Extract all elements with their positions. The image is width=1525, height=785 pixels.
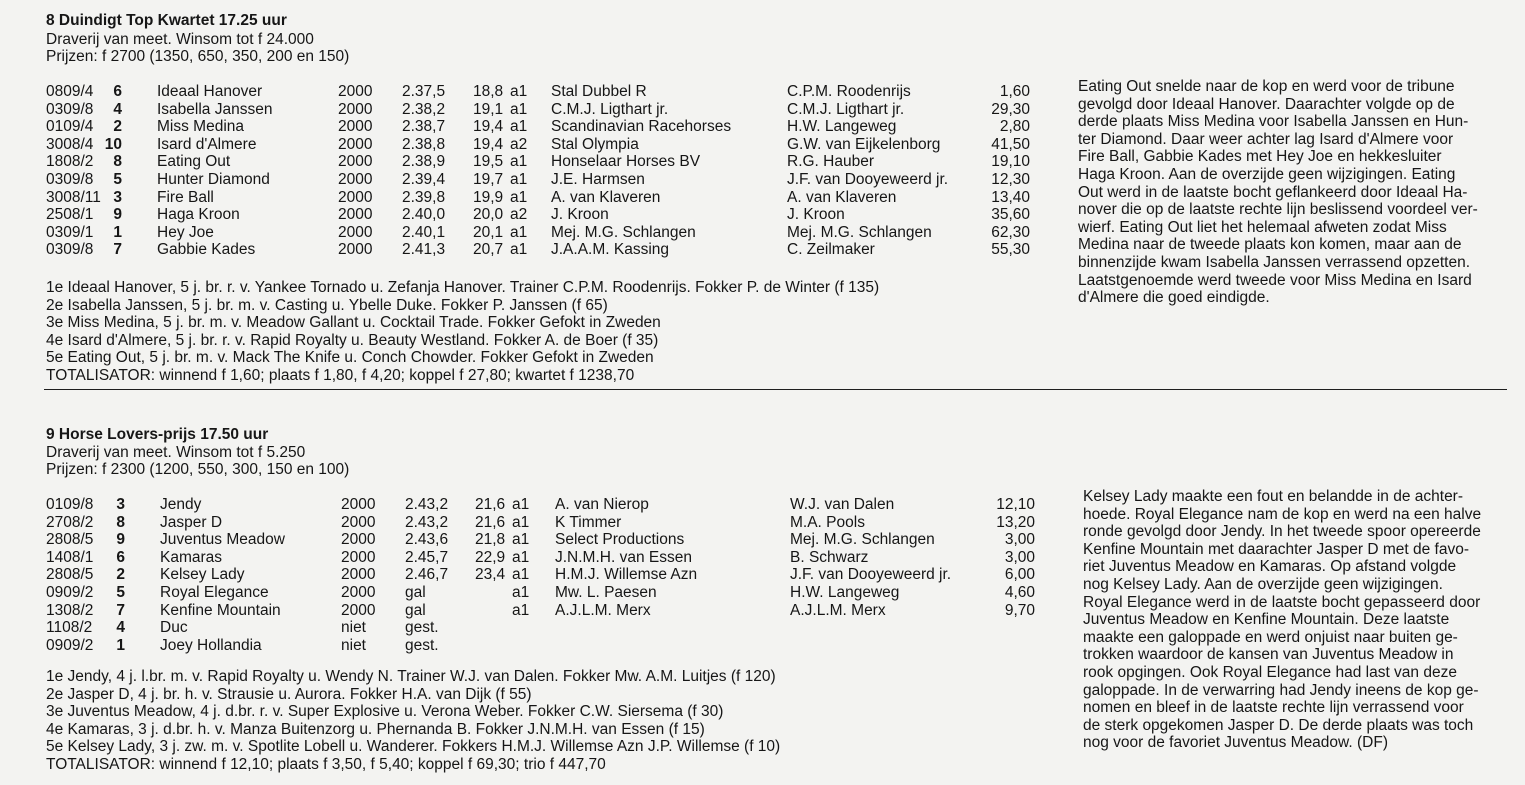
driver-name: J.F. van Dooyeweerd jr.: [790, 566, 952, 584]
horse-name: Eating Out: [157, 153, 231, 171]
horse-number: 5: [113, 171, 122, 188]
kilometre-time: 20,0: [473, 206, 504, 224]
owner-name: Stal Dubbel R: [551, 83, 647, 100]
result-date: 0309/8: [46, 171, 94, 188]
odds: 62,30: [991, 223, 1030, 241]
result-date: 2708/2: [46, 513, 94, 531]
report-line: nomen en bleef in de laatste rechte lijn verrassend voor: [1083, 699, 1464, 717]
result-row: [0, 602, 1070, 620]
horse-number: 7: [116, 601, 125, 619]
driver-name: J. Kroon: [787, 206, 845, 224]
race-8-prizes: Prijzen: f 2700 (1350, 650, 350, 200 en 150): [46, 48, 350, 65]
driver-name: B. Schwarz: [790, 548, 869, 566]
horse-number: 3: [113, 188, 122, 206]
race-9-report: [1083, 488, 1481, 752]
class: a1: [512, 513, 530, 531]
finish-time: 2.39,8: [402, 188, 446, 206]
owner-name: Stal Olympia: [551, 135, 639, 153]
report-line: nover die op de laatste rechte lijn beslissend voordeel ver-: [1078, 201, 1478, 219]
odds: 9,70: [1004, 601, 1035, 619]
report-line: Kenfine Mountain met daarachter Jasper D met de favo-: [1083, 540, 1469, 558]
owner-name: K Timmer: [555, 513, 622, 531]
result-row: [0, 549, 1070, 567]
finish-time: 2.38,7: [402, 118, 446, 136]
distance: 2000: [338, 83, 373, 100]
finish-time: 2.39,4: [402, 171, 446, 188]
class: a1: [510, 241, 528, 259]
driver-name: H.W. Langeweg: [790, 584, 900, 601]
horse-name: Isabella Janssen: [157, 100, 273, 118]
horse-name: Hunter Diamond: [157, 171, 270, 188]
owner-name: Scandinavian Racehorses: [551, 118, 732, 136]
result-date: 2808/5: [46, 531, 94, 549]
class: a1: [510, 83, 528, 100]
horse-name: Jasper D: [160, 513, 223, 531]
horse-name: Miss Medina: [157, 118, 244, 136]
driver-name: G.W. van Eijkelenborg: [787, 135, 941, 153]
report-line: derde plaats Miss Medina voor Isabella Janssen en Hun-: [1078, 113, 1469, 131]
owner-name: Mw. L. Paesen: [555, 584, 657, 601]
horse-number: 1: [116, 636, 125, 654]
odds: 3,00: [1004, 548, 1035, 566]
horse-name: Royal Elegance: [160, 584, 269, 601]
report-line: gevolgd door Ideaal Hanover. Daarachter volgde op de: [1078, 95, 1455, 113]
result-date: 0909/2: [46, 584, 94, 601]
kilometre-time: 19,9: [473, 188, 504, 206]
finish-time: 2.40,1: [402, 223, 446, 241]
result-row: [0, 619, 1070, 637]
odds: 19,10: [991, 153, 1030, 171]
distance: 2000: [338, 100, 373, 118]
race-8-title: 8 Duindigt Top Kwartet 17.25 uur: [46, 12, 287, 29]
report-line: Royal Elegance werd in de laatste bocht gepasseerd door: [1083, 593, 1481, 611]
race-8-detail-line: 3e Miss Medina, 5 j. br. m. v. Meadow Gallant u. Cocktail Trade. Fokker Gefokt in Zweden: [46, 314, 661, 332]
result-date: 3008/11: [46, 188, 101, 206]
distance: 2000: [341, 496, 376, 513]
result-date: 0909/2: [46, 636, 94, 654]
result-date: 0809/4: [46, 83, 94, 100]
kilometre-time: 18,8: [473, 83, 504, 100]
result-row: [0, 496, 1070, 514]
result-row: [0, 531, 1070, 549]
driver-name: C.M.J. Ligthart jr.: [787, 100, 905, 118]
owner-name: J.A.A.M. Kassing: [551, 241, 670, 259]
distance: 2000: [338, 223, 373, 241]
result-date: 2508/1: [46, 206, 94, 224]
report-line: maakte een galoppade en werd onjuist naar buiten ge-: [1083, 628, 1458, 646]
report-line: ronde gevolgd door Jendy. In het tweede spoor opereerde: [1083, 523, 1481, 541]
owner-name: Mej. M.G. Schlangen: [551, 223, 696, 241]
distance: 2000: [341, 548, 376, 566]
finish-time: 2.43,2: [405, 496, 449, 513]
odds: 29,30: [991, 100, 1030, 118]
result-date: 1408/1: [46, 548, 94, 566]
horse-number: 7: [113, 241, 122, 259]
race-9-subtitle: Draverij van meet. Winsom tot f 5.250: [46, 444, 306, 461]
result-date: 0309/1: [46, 223, 94, 241]
class: a1: [512, 566, 530, 584]
driver-name: W.J. van Dalen: [790, 496, 895, 513]
report-line: Laatstgenoemde werd tweede voor Miss Medina en Isard: [1078, 271, 1472, 289]
class: a1: [510, 100, 528, 118]
race-9-prizes: Prijzen: f 2300 (1200, 550, 300, 150 en 100): [46, 461, 350, 478]
horse-number: 8: [113, 153, 122, 171]
kilometre-time: 19,7: [473, 171, 504, 188]
driver-name: Mej. M.G. Schlangen: [790, 531, 935, 549]
finish-time: 2.41,3: [402, 241, 446, 259]
owner-name: J.E. Harmsen: [551, 171, 645, 188]
result-row: [0, 566, 1070, 584]
owner-name: A. van Nierop: [555, 496, 649, 513]
report-line: riet Juventus Meadow en Kamaras. Op afstand volgde: [1083, 558, 1457, 576]
report-line: Out werd in de laatste bocht geflankeerd door Ideaal Ha-: [1078, 183, 1468, 201]
report-line: Fire Ball, Gabbie Kades met Hey Joe en hekkesluiter: [1078, 148, 1442, 166]
finish-time: 2.38,2: [402, 100, 446, 118]
class: a1: [510, 118, 528, 136]
odds: 41,50: [991, 135, 1030, 153]
class: a1: [512, 548, 530, 566]
owner-name: J.N.M.H. van Essen: [555, 548, 692, 566]
race-8-detail-line: 2e Isabella Janssen, 5 j. br. m. v. Casting u. Ybelle Duke. Fokker P. Janssen (f 65): [46, 296, 608, 314]
report-line: Kelsey Lady maakte een fout en belandde in de achter-: [1083, 488, 1464, 505]
result-row: [0, 514, 1070, 532]
result-date: 3008/4: [46, 135, 94, 153]
horse-number: 4: [113, 100, 122, 118]
horse-name: Duc: [160, 619, 188, 637]
odds: 6,00: [1004, 566, 1035, 584]
race-9-detail-line: 1e Jendy, 4 j. l.br. m. v. Rapid Royalty u. Wendy N. Trainer W.J. van Dalen. Fokker Mw. A.M. Luitjes (f 120): [46, 668, 776, 685]
finish-time: gest.: [405, 619, 439, 637]
distance: 2000: [338, 135, 373, 153]
race-8-totalisator: TOTALISATOR: winnend f 1,60; plaats f 1,80, f 4,20; koppel f 27,80; kwartet f 1238,70: [46, 366, 635, 384]
distance: 2000: [341, 566, 376, 584]
kilometre-time: 19,1: [473, 100, 504, 118]
horse-name: Kamaras: [160, 548, 223, 566]
horse-number: 6: [113, 83, 122, 100]
result-date: 1308/2: [46, 601, 94, 619]
horse-name: Kelsey Lady: [160, 566, 245, 584]
result-row: [0, 584, 1070, 602]
distance: niet: [341, 619, 366, 637]
class: a1: [510, 153, 528, 171]
distance: 2000: [338, 206, 373, 224]
race-9-details: [46, 668, 780, 774]
result-date: 0109/8: [46, 496, 94, 513]
horse-name: Haga Kroon: [157, 206, 240, 224]
kilometre-time: 23,4: [475, 566, 506, 584]
owner-name: C.M.J. Ligthart jr.: [551, 100, 669, 118]
odds: 12,30: [991, 171, 1030, 188]
kilometre-time: 21,8: [475, 531, 506, 549]
class: a1: [510, 171, 528, 188]
finish-time: 2.37,5: [402, 83, 446, 100]
horse-number: 3: [116, 496, 125, 513]
class: a2: [510, 135, 528, 153]
horse-name: Hey Joe: [157, 223, 214, 241]
horse-number: 2: [113, 118, 122, 136]
race-9-title: 9 Horse Lovers-prijs 17.50 uur: [46, 426, 269, 443]
horse-number: 2: [116, 566, 125, 584]
driver-name: C. Zeilmaker: [787, 241, 875, 259]
race-8-detail-line: 1e Ideaal Hanover, 5 j. br. r. v. Yankee Tornado u. Zefanja Hanover. Trainer C.P.M. Roodenrijs. Fokker P. de Winter (f 135): [46, 279, 880, 296]
race-9-detail-line: 2e Jasper D, 4 j. br. h. v. Strausie u. Aurora. Fokker H.A. van Dijk (f 55): [46, 685, 532, 703]
odds: 4,60: [1004, 584, 1035, 601]
horse-number: 8: [116, 513, 125, 531]
owner-name: A.J.L.M. Merx: [555, 601, 651, 619]
distance: niet: [341, 636, 366, 654]
owner-name: J. Kroon: [551, 206, 609, 224]
driver-name: M.A. Pools: [790, 513, 865, 531]
kilometre-time: 19,5: [473, 153, 504, 171]
race-8-detail-line: 5e Eating Out, 5 j. br. m. v. Mack The Knife u. Conch Chowder. Fokker Gefokt in Zweden: [46, 349, 654, 367]
class: a1: [512, 531, 530, 549]
class: a2: [510, 206, 528, 224]
horse-number: 5: [116, 584, 125, 601]
finish-time: 2.43,2: [405, 513, 449, 531]
odds: 3,00: [1004, 531, 1035, 549]
report-line: nog voor de favoriet Juventus Meadow. (DF): [1083, 734, 1388, 752]
race-8-subtitle: Draverij van meet. Winsom tot f 24.000: [46, 31, 314, 48]
horse-number: 6: [116, 548, 125, 566]
driver-name: A.J.L.M. Merx: [790, 601, 886, 619]
result-date: 0309/8: [46, 100, 94, 118]
finish-time: 2.43,6: [405, 531, 449, 549]
result-date: 1108/2: [46, 619, 93, 637]
report-line: ter Diamond. Daar weer achter lag Isard d'Almere voor: [1078, 130, 1454, 148]
result-row: [0, 637, 1070, 655]
report-line: galoppade. In de verwarring had Jendy ineens de kop ge-: [1083, 681, 1479, 699]
kilometre-time: 22,9: [475, 548, 506, 566]
report-line: Medina naar de tweede plaats kon komen, maar aan de: [1078, 236, 1462, 254]
race-9-detail-line: 4e Kamaras, 3 j. d.br. h. v. Manza Buitenzorg u. Phernanda B. Fokker J.N.M.H. van Essen (f 15): [46, 720, 705, 738]
report-line: binnenzijde kwam Isabella Janssen verrassend opzetten.: [1078, 253, 1471, 271]
driver-name: H.W. Langeweg: [787, 118, 897, 136]
owner-name: Select Productions: [555, 531, 685, 549]
odds: 13,40: [991, 188, 1030, 206]
report-line: Juventus Meadow en Kenfine Mountain. Deze laatste: [1083, 611, 1450, 629]
report-line: wierf. Eating Out liet het helemaal afweten zodat Miss: [1078, 218, 1447, 236]
result-date: 2808/5: [46, 566, 94, 584]
report-line: hoede. Royal Elegance nam de kop en werd na een halve: [1083, 505, 1482, 523]
kilometre-time: 20,1: [473, 223, 504, 241]
finish-time: gest.: [405, 636, 439, 654]
kilometre-time: 20,7: [473, 241, 504, 259]
owner-name: A. van Klaveren: [551, 188, 661, 206]
horse-name: Fire Ball: [157, 188, 214, 206]
result-date: 0309/8: [46, 241, 94, 259]
distance: 2000: [338, 171, 373, 188]
horse-name: Juventus Meadow: [160, 531, 285, 549]
driver-name: R.G. Hauber: [787, 153, 875, 171]
horse-name: Ideaal Hanover: [157, 83, 263, 100]
distance: 2000: [341, 601, 376, 619]
horse-name: Joey Hollandia: [160, 636, 262, 654]
owner-name: Honselaar Horses BV: [551, 153, 701, 171]
horse-number: 9: [116, 531, 125, 549]
result-date: 1808/2: [46, 153, 94, 171]
distance: 2000: [341, 513, 376, 531]
class: a1: [510, 188, 528, 206]
class: a1: [510, 223, 528, 241]
driver-name: Mej. M.G. Schlangen: [787, 223, 932, 241]
distance: 2000: [338, 153, 373, 171]
race-9-detail-line: 3e Juventus Meadow, 4 j. d.br. r. v. Super Explosive u. Verona Weber. Fokker C.W. Siersema (f 30): [46, 703, 724, 721]
horse-number: 4: [116, 619, 125, 637]
distance: 2000: [338, 188, 373, 206]
finish-time: 2.40,0: [402, 206, 446, 224]
race-8-detail-line: 4e Isard d'Almere, 5 j. br. r. v. Rapid Royalty u. Beauty Westland. Fokker A. de Boer (f 35): [46, 331, 659, 349]
result-date: 0109/4: [46, 118, 94, 136]
odds: 13,20: [996, 513, 1035, 531]
finish-time: 2.38,9: [402, 153, 446, 171]
driver-name: J.F. van Dooyeweerd jr.: [787, 171, 949, 188]
distance: 2000: [341, 531, 376, 549]
class: a1: [512, 601, 530, 619]
horse-number: 1: [113, 223, 122, 241]
finish-time: 2.45,7: [405, 548, 449, 566]
race-9-totalisator: TOTALISATOR: winnend f 12,10; plaats f 3,50, f 5,40; koppel f 69,30; trio f 447,70: [46, 755, 606, 773]
odds: 1,60: [999, 83, 1030, 100]
odds: 35,60: [991, 206, 1030, 224]
finish-time: gal: [405, 584, 426, 601]
finish-time: 2.46,7: [405, 566, 449, 584]
horse-name: Kenfine Mountain: [160, 601, 281, 619]
odds: 2,80: [999, 118, 1030, 136]
horse-number: 10: [104, 135, 122, 153]
report-line: de sterk opgekomen Jasper D. De derde plaats was toch: [1083, 716, 1474, 734]
distance: 2000: [338, 241, 373, 259]
distance: 2000: [338, 118, 373, 136]
report-line: trokken waardoor de kansen van Juventus Meadow in: [1083, 646, 1454, 664]
odds: 12,10: [996, 496, 1035, 513]
report-line: rook opgingen. Ook Royal Elegance had last van deze: [1083, 663, 1457, 681]
report-line: Eating Out snelde naar de kop en werd voor de tribune: [1078, 78, 1455, 95]
class: a1: [512, 584, 530, 601]
horse-name: Gabbie Kades: [157, 241, 256, 259]
report-line: nog Kelsey Lady. Aan de overzijde geen wijzigingen.: [1083, 575, 1443, 593]
kilometre-time: 19,4: [473, 118, 504, 136]
distance: 2000: [341, 584, 376, 601]
race-9-detail-line: 5e Kelsey Lady, 3 j. zw. m. v. Spotlite Lobell u. Wanderer. Fokkers H.M.J. Willemse Azn J.P. Willemse (f 10): [46, 738, 781, 756]
driver-name: A. van Klaveren: [787, 188, 897, 206]
horse-name: Isard d'Almere: [157, 135, 257, 153]
odds: 55,30: [991, 241, 1030, 259]
report-line: Haga Kroon. Aan de overzijde geen wijzigingen. Eating: [1078, 165, 1456, 183]
finish-time: gal: [405, 601, 426, 619]
horse-name: Jendy: [160, 496, 202, 513]
kilometre-time: 21,6: [475, 496, 506, 513]
driver-name: C.P.M. Roodenrijs: [787, 83, 911, 100]
report-line: d'Almere die goed eindigde.: [1078, 289, 1270, 307]
kilometre-time: 21,6: [475, 513, 506, 531]
finish-time: 2.38,8: [402, 135, 446, 153]
owner-name: H.M.J. Willemse Azn: [555, 566, 698, 584]
horse-number: 9: [113, 206, 122, 224]
kilometre-time: 19,4: [473, 135, 504, 153]
class: a1: [512, 496, 530, 513]
